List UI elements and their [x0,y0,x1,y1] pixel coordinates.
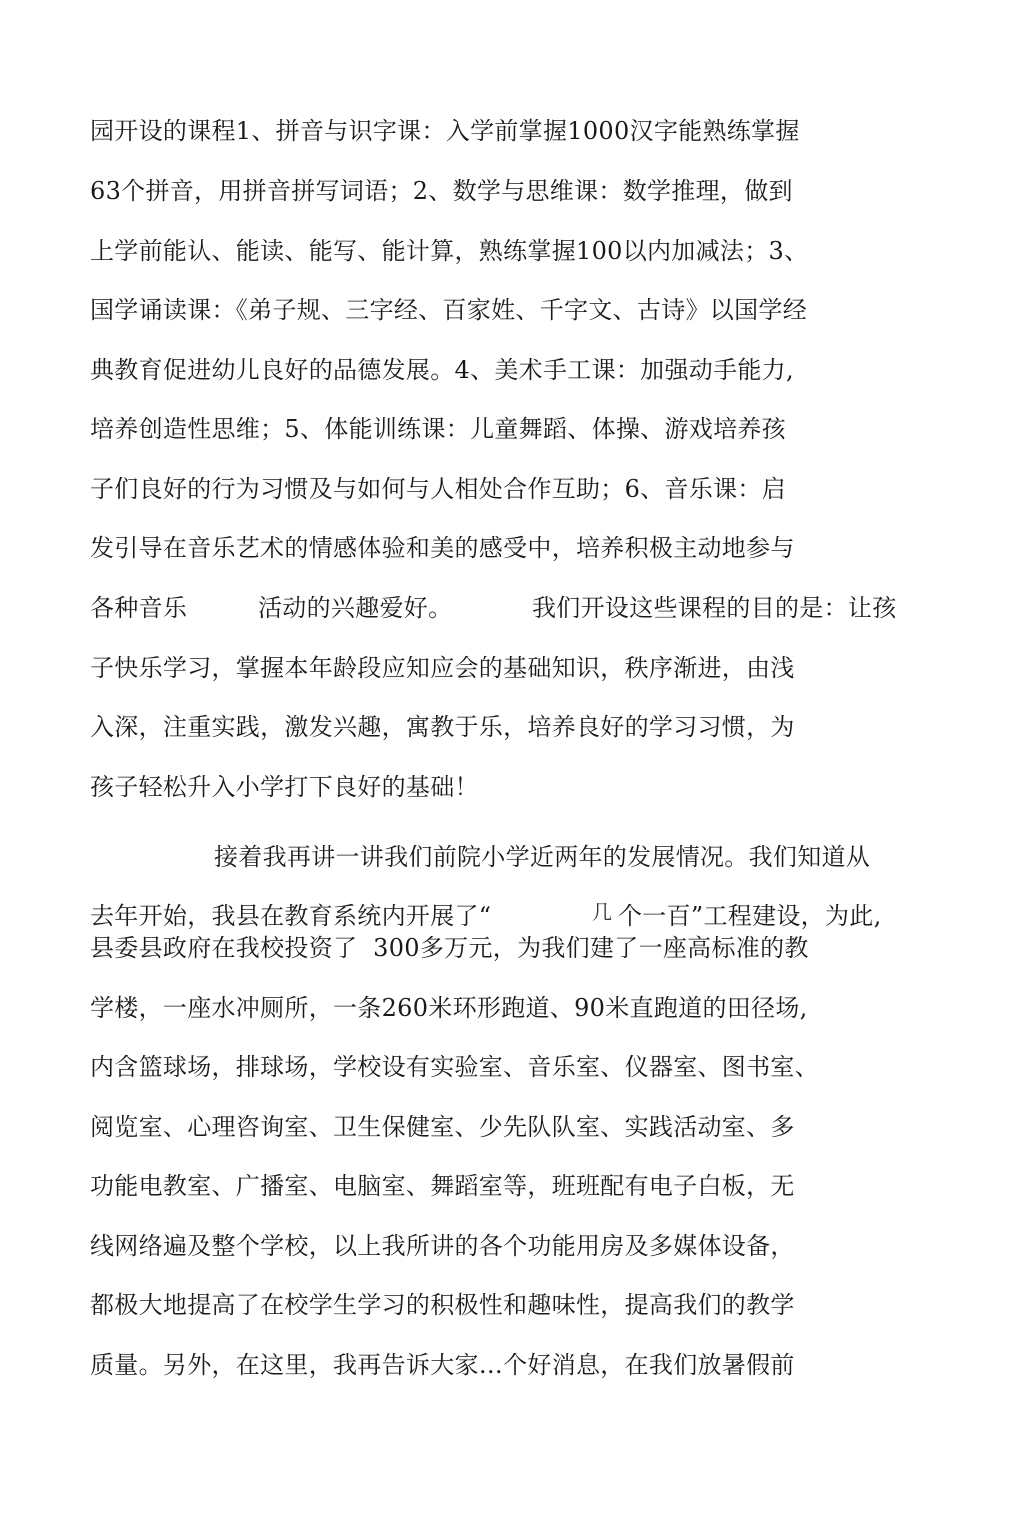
text-line: 子快乐学习，掌握本年龄段应知应会的基础知识，秩序渐进，由浅 [90,654,795,682]
text-segment: 各种音乐 [90,594,188,622]
text-line: 功能电教室、广播室、电脑室、舞蹈室等，班班配有电子白板，无 [90,1172,795,1200]
text-line: 上学前能认、能读、能写、能计算，熟练掌握100以内加减法；3、 [90,237,809,265]
text-line: 都极大地提高了在校学生学习的积极性和趣味性，提高我们的教学 [90,1291,795,1319]
text-line: 质量。另外，在这里，我再告诉大家…个好消息，在我们放暑假前 [90,1351,795,1379]
text-line: 子们良好的行为习惯及与如何与人相处合作互助；6、音乐课：启 [90,475,786,503]
text-segment: 我们开设这些课程的目的是：让孩 [532,594,897,622]
text-line: 发引导在音乐艺术的情感体验和美的感受中，培养积极主动地参与 [90,534,795,562]
text-segment: 去年开始，我县在教育系统内开展了“ [90,902,492,930]
text-line: 国学诵读课：《弟子规、三字经、百家姓、千字文、古诗》以国学经 [90,296,807,324]
text-line: 学楼，一座水冲厕所，一条260米环形跑道、90米直跑道的田径场, [90,994,808,1022]
text-line: 内含篮球场，排球场，学校设有实验室、音乐室、仪器室、图书室、 [90,1053,819,1081]
text-segment: 个一百”工程建设，为此, [618,902,882,930]
text-glyph: 几 [592,900,612,924]
text-segment: 活动的兴趣爱好。 [258,594,453,622]
text-line: 培养创造性思维；5、体能训练课：儿童舞蹈、体操、游戏培养孩 [90,415,786,443]
text-line: 入深，注重实践，激发兴趣，寓教于乐，培养良好的学习习惯，为 [90,713,795,741]
text-line: 典教育促进幼儿良好的品德发展。4、美术手工课：加强动手能力, [90,356,794,384]
text-line: 孩子轻松升入小学打下良好的基础！ [90,773,479,801]
text-line: 县委县政府在我校投资了 300多万元，为我们建了一座高标准的教 [90,934,809,962]
text-line: 阅览室、心理咨询室、卫生保健室、少先队队室、实践活动室、多 [90,1113,795,1141]
text-line: 园开设的课程1、拼音与识字课：入学前掌握1000汉字能熟练掌握 [90,117,800,145]
text-line: 线网络遍及整个学校，以上我所讲的各个功能用房及多媒体设备， [90,1232,795,1260]
paragraph-first-line: 接着我再讲一讲我们前院小学近两年的发展情况。我们知道从 [214,843,871,871]
text-line: 63个拼音，用拼音拼写词语；2、数学与思维课：数学推理，做到 [90,177,793,205]
